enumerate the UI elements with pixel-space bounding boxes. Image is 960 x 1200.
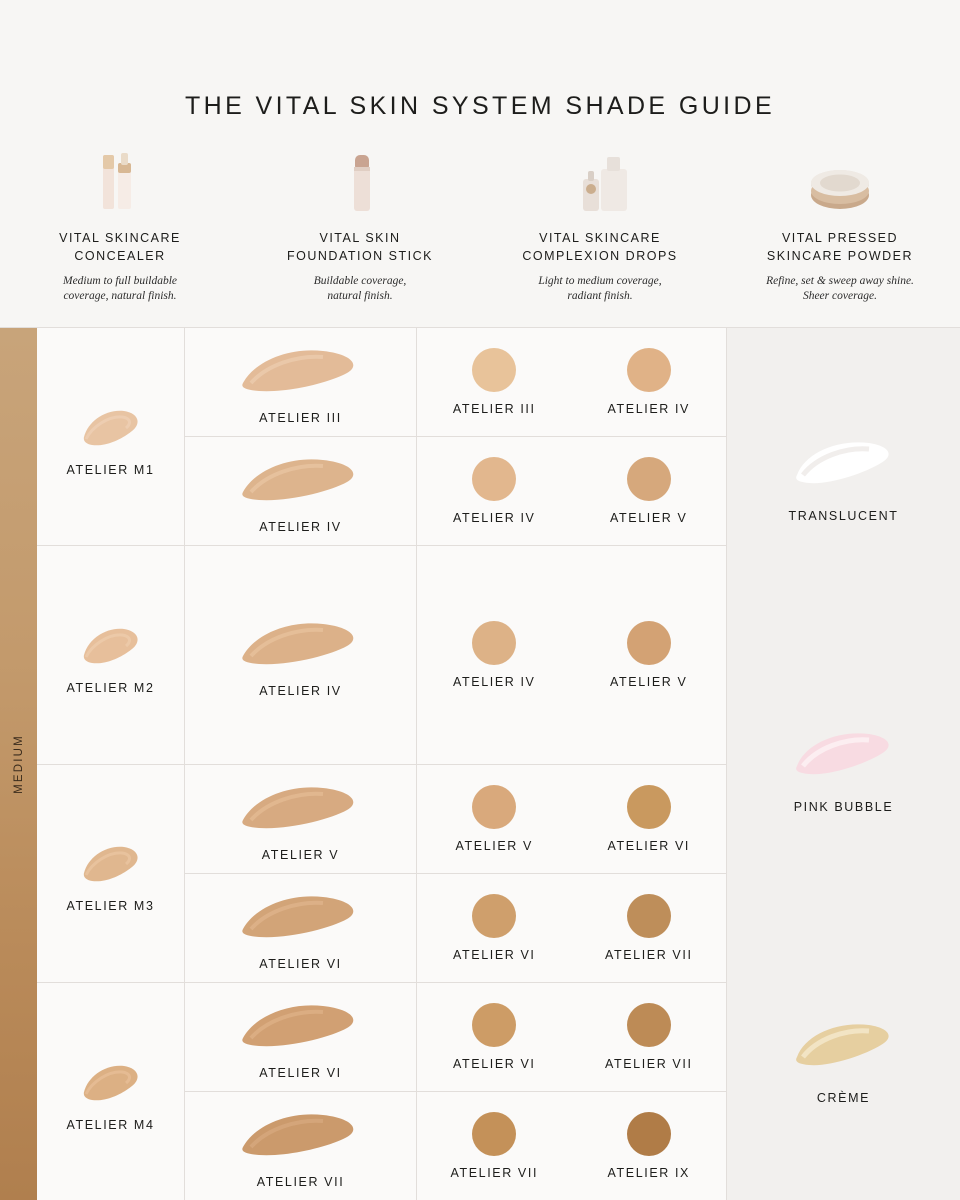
stick-swatch	[227, 994, 375, 1056]
powder-swatch	[783, 716, 905, 790]
stick-swatch	[227, 1103, 375, 1165]
stick-swatch	[227, 448, 375, 510]
stick-swatch	[227, 612, 375, 674]
drops-shade[interactable]	[417, 894, 572, 962]
stick-cell-4[interactable]	[185, 765, 416, 874]
shade-label: ATELIER VII	[450, 1166, 539, 1181]
drops-shade[interactable]	[572, 457, 727, 525]
shade-label: ATELIER M2	[66, 680, 155, 695]
drops-row-4	[417, 765, 726, 874]
product-header-row	[0, 121, 960, 304]
shade-label: ATELIER IV	[607, 402, 690, 417]
product-description: Refine, set & sweep away shine. Sheer coverage.	[766, 275, 914, 302]
stick-cell-3[interactable]	[185, 546, 416, 764]
depth-range-label: MEDIUM	[12, 734, 25, 794]
concealer-swatch	[72, 615, 150, 671]
product-description: Light to medium coverage, radiant finish.	[538, 275, 662, 302]
product-name: VITAL SKINCARE CONCEALER	[59, 231, 181, 263]
foundation-stick-icon	[254, 149, 466, 215]
powder-cell-pink-bubble[interactable]	[727, 619, 960, 910]
shade-label: TRANSLUCENT	[788, 508, 899, 523]
drops-dot	[627, 894, 671, 938]
shade-label: ATELIER M3	[66, 899, 155, 914]
concealer-cell-m1[interactable]	[37, 328, 184, 546]
product-description: Buildable coverage, natural finish.	[313, 275, 407, 302]
drops-row-1	[417, 328, 726, 437]
shade-label: ATELIER VI	[607, 838, 690, 853]
drops-dot	[627, 1112, 671, 1156]
shade-label: ATELIER M1	[66, 462, 155, 477]
drops-dot	[472, 457, 516, 501]
concealer-swatch	[72, 833, 150, 889]
shade-label: ATELIER M4	[66, 1117, 155, 1132]
concealer-cell-m2[interactable]	[37, 546, 184, 764]
drops-row-2	[417, 437, 726, 546]
column-complexion-drops	[417, 328, 727, 1200]
shade-label: ATELIER VII	[256, 1175, 345, 1190]
shade-label: ATELIER V	[455, 838, 533, 853]
shade-label: ATELIER III	[259, 411, 342, 426]
drops-row-7	[417, 1092, 726, 1200]
drops-row-5	[417, 874, 726, 983]
powder-cell-creme[interactable]	[727, 910, 960, 1200]
drops-shade[interactable]	[417, 457, 572, 525]
column-pressed-powder	[727, 328, 960, 1200]
drops-shade[interactable]	[572, 621, 727, 689]
concealer-tube-icon	[14, 149, 226, 215]
drops-dot	[472, 785, 516, 829]
concealer-cell-m3[interactable]	[37, 765, 184, 983]
drops-row-3	[417, 546, 726, 764]
shade-label: ATELIER VII	[604, 947, 693, 962]
shade-label: ATELIER IV	[453, 511, 536, 526]
drops-dot	[472, 621, 516, 665]
shade-label: PINK BUBBLE	[793, 799, 894, 814]
stick-cell-1[interactable]	[185, 328, 416, 437]
drops-dot	[627, 1003, 671, 1047]
drops-shade[interactable]	[572, 785, 727, 853]
shade-label: ATELIER IV	[259, 520, 342, 535]
pressed-powder-compact-icon	[734, 149, 946, 215]
powder-cell-translucent[interactable]	[727, 328, 960, 619]
drops-shade[interactable]	[572, 1003, 727, 1071]
product-complexion-drops	[480, 149, 720, 304]
drops-shade[interactable]	[572, 1112, 727, 1180]
stick-cell-6[interactable]	[185, 983, 416, 1092]
shade-label: ATELIER V	[610, 511, 688, 526]
shade-label: ATELIER VI	[453, 1056, 536, 1071]
powder-swatch	[783, 425, 905, 499]
product-name: VITAL SKIN FOUNDATION STICK	[287, 231, 433, 263]
complexion-drops-bottle-icon	[494, 149, 706, 215]
drops-dot	[627, 348, 671, 392]
drops-shade[interactable]	[417, 785, 572, 853]
drops-dot	[472, 894, 516, 938]
drops-dot	[627, 457, 671, 501]
drops-dot	[472, 1112, 516, 1156]
drops-dot	[472, 1003, 516, 1047]
column-concealer	[37, 328, 185, 1200]
shade-label: ATELIER IV	[259, 683, 342, 698]
drops-shade[interactable]	[417, 621, 572, 689]
concealer-swatch	[72, 397, 150, 453]
page-title: THE VITAL SKIN SYSTEM SHADE GUIDE	[184, 92, 776, 120]
drops-shade[interactable]	[417, 1003, 572, 1071]
concealer-cell-m4[interactable]	[37, 983, 184, 1200]
shade-label: ATELIER VI	[453, 947, 536, 962]
product-foundation-stick	[240, 149, 480, 304]
drops-shade[interactable]	[572, 348, 727, 416]
column-foundation-stick	[185, 328, 417, 1200]
shade-label: ATELIER VII	[604, 1056, 693, 1071]
stick-swatch	[227, 776, 375, 838]
drops-shade[interactable]	[417, 1112, 572, 1180]
shade-label: ATELIER IV	[453, 674, 536, 689]
shade-label: ATELIER VI	[259, 956, 342, 971]
drops-dot	[472, 348, 516, 392]
product-concealer	[0, 149, 240, 304]
stick-swatch	[227, 885, 375, 947]
depth-range-bar	[0, 328, 37, 1200]
shade-label: ATELIER IX	[607, 1166, 690, 1181]
drops-shade[interactable]	[572, 894, 727, 962]
product-name: VITAL SKINCARE COMPLEXION DROPS	[522, 231, 678, 263]
product-pressed-powder	[720, 149, 960, 304]
shade-label: ATELIER V	[261, 847, 340, 862]
shade-grid	[0, 327, 960, 1200]
drops-dot	[627, 621, 671, 665]
shade-label: ATELIER V	[610, 674, 688, 689]
product-name: VITAL PRESSED SKINCARE POWDER	[766, 231, 914, 263]
drops-dot	[627, 785, 671, 829]
product-description: Medium to full buildable coverage, natural finish.	[62, 275, 178, 302]
shade-label: ATELIER III	[452, 402, 536, 417]
drops-row-6	[417, 983, 726, 1092]
drops-shade[interactable]	[417, 348, 572, 416]
concealer-swatch	[72, 1052, 150, 1108]
shade-label: ATELIER VI	[259, 1065, 342, 1080]
stick-swatch	[227, 339, 375, 401]
powder-swatch	[783, 1007, 905, 1081]
stick-cell-5[interactable]	[185, 874, 416, 983]
stick-cell-2[interactable]	[185, 437, 416, 546]
stick-cell-7[interactable]	[185, 1092, 416, 1200]
shade-label: CRÈME	[816, 1090, 871, 1105]
